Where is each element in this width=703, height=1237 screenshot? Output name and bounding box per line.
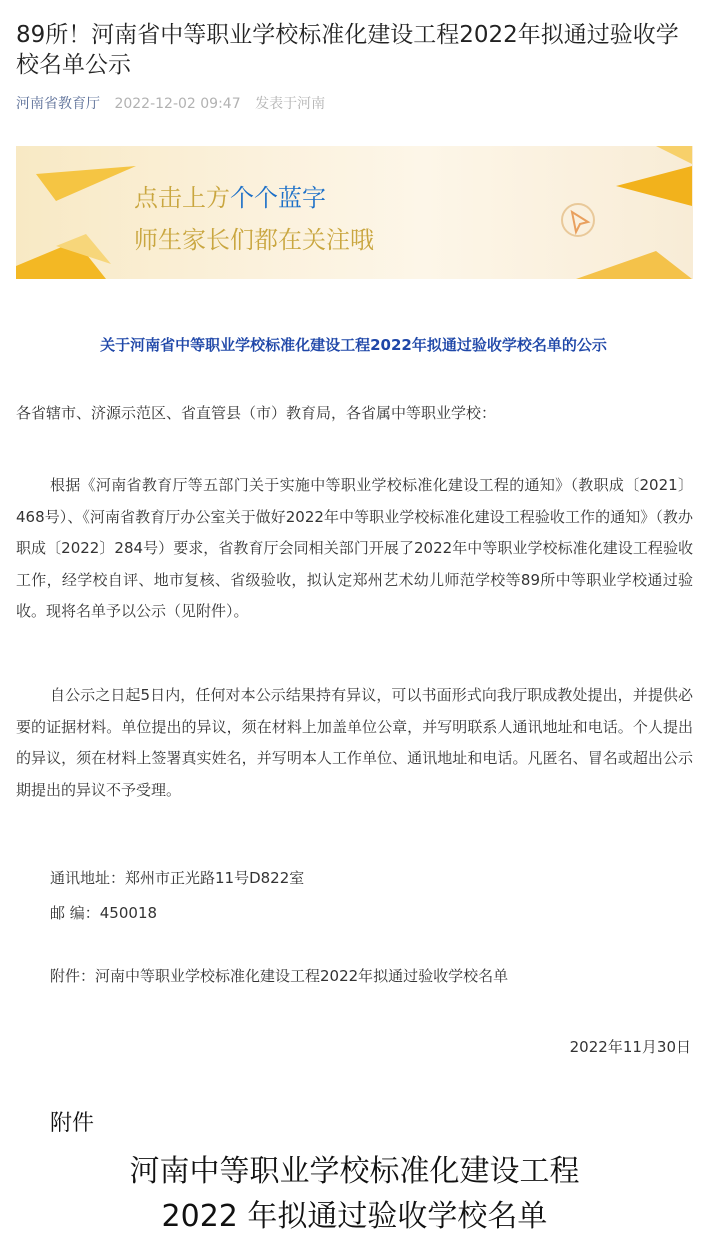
attachment-image-label: 附件 [50,1111,95,1136]
article-title: 89所！河南省中等职业学校标准化建设工程2022年拟通过验收学校名单公示 [16,22,679,78]
notice-paragraph-1: 根据《河南省教育厅等五部门关于实施中等职业学校标准化建设工程的通知》（教职成〔2021〕468号）、《河南省教育厅办公室关于做好2022年中等职业学校标准化建设工程验收工作的通知》（教办职成〔2022〕284号）要求，省教育厅会同相关部门开展了2022年中等职业学校标准化建设工程验收工作，经学校自评、地市复核、省级验收，拟认定郑州艺术幼儿师范学校等89所中等职业学校通过验收。现将名单予以公示（见附件）。 [16,476,693,620]
banner-line1-prefix: 点击上方 [134,184,230,212]
attachment-image-heading-2: 2022 年拟通过验收学校名单 [161,1199,548,1234]
salutation: 各省辖市、济源示范区、省直管县（市）教育局，各省属中等职业学校： [16,404,497,422]
banner-line2: 师生家长们都在关注哦 [134,226,374,254]
banner-decoration [16,146,693,279]
publish-location: 发表于河南 [255,96,326,112]
attachment-image-heading-1: 河南中等职业学校标准化建设工程 [129,1154,580,1189]
postcode: 邮 编：450018 [50,904,158,922]
banner-line1-highlight: 个个蓝字 [230,184,326,212]
banner-right-lower-shape [576,251,692,279]
banner-line1 [134,183,326,213]
banner-left-arrow-shape [36,166,136,201]
attachment-note: 附件：河南中等职业学校标准化建设工程2022年拟通过验收学校名单 [50,967,509,985]
follow-banner[interactable] [16,146,693,279]
article-meta [16,94,325,114]
publish-time: 2022-12-02 09:47 [114,96,241,112]
account-name-link[interactable]: 河南省教育厅 [16,96,100,112]
banner-right-small-shape [656,146,692,164]
notice-paragraph-2: 自公示之日起5日内，任何对本公示结果持有异议，可以书面形式向我厅职成教处提出，并提供必要的证据材料。单位提出的异议，须在材料上加盖单位公章，并写明联系人通讯地址和电话。个人提出的异议，须在材料上签署真实姓名，并写明本人工作单位、通讯地址和电话。凡匿名、冒名或超出公示期提出的异议不予受理。 [16,686,693,799]
contact-address: 通讯地址：郑州市正光路11号D822室 [50,869,305,887]
notice-date: 2022年11月30日 [569,1038,691,1056]
notice-title: 关于河南省中等职业学校标准化建设工程2022年拟通过验收学校名单的公示 [100,336,607,354]
pointer-icon [562,204,594,236]
banner-right-top-shape [616,166,692,206]
